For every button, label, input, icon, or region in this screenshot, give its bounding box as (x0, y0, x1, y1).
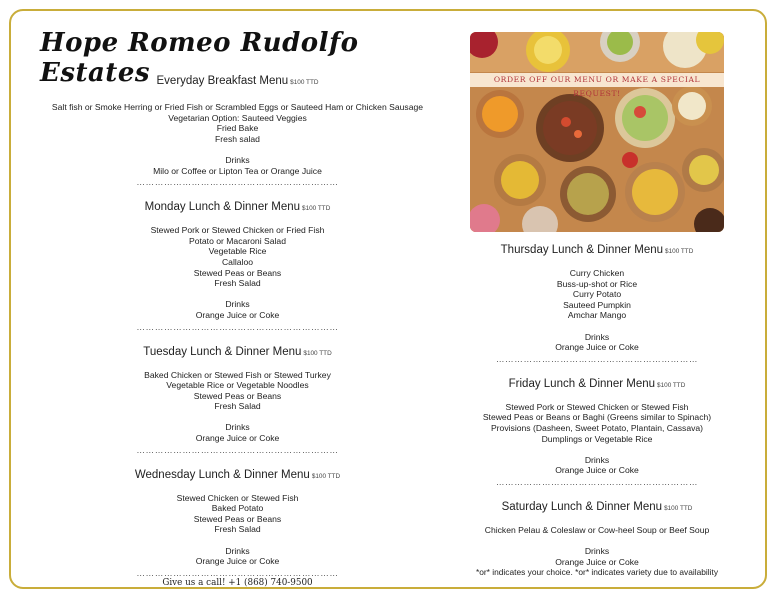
menu-item: Potato or Macaroni Salad (189, 235, 286, 246)
dotted-divider: ………………………………………………………… (495, 353, 699, 364)
spacer (452, 536, 742, 547)
section-title (452, 377, 742, 393)
section-title (40, 345, 435, 361)
menu-item: Stewed Peas or Beans (193, 390, 282, 401)
price-tag: $100 TTD (290, 79, 319, 86)
menu-item: Vegetarian Option: Sauteed Veggies (168, 112, 307, 123)
price-tag: $100 TTD (303, 349, 332, 357)
section-title (40, 468, 435, 484)
drinks-options: Orange Juice or Coke (195, 309, 280, 320)
menu-item: Vegetable Rice (208, 246, 267, 257)
page-title: Hope Romeo Rudolfo Estates (40, 28, 359, 88)
price-tag: $100 TTD (311, 472, 341, 480)
dotted-divider: ………………………………………………………… (495, 476, 699, 487)
right-column (452, 243, 742, 578)
dotted-divider: ………………………………………………………… (136, 321, 339, 332)
menu-item: Stewed Peas or Beans (193, 267, 282, 278)
drinks-options: Orange Juice or Coke (195, 433, 280, 444)
dotted-divider: ………………………………………………………… (136, 177, 339, 188)
photo-banner: ORDER OFF OUR MENU OR MAKE A SPECIAL REQUEST! (470, 73, 724, 87)
spacer (40, 289, 435, 300)
dotted-divider: ………………………………………………………… (136, 567, 339, 578)
section-title (40, 74, 435, 90)
menu-item: Fresh salad (215, 133, 260, 144)
drinks-label: Drinks (584, 454, 610, 465)
menu-item: Stewed Pork or Stewed Chicken or Fried Fish (150, 225, 325, 236)
menu-section (452, 243, 742, 364)
menu-item: Chicken Pelau & Coleslaw or Cow-heel Soup or Beef Soup (484, 524, 710, 535)
section-title-text: Wednesday Lunch & Dinner Menu (134, 468, 310, 481)
drinks-options: Orange Juice or Coke (195, 556, 280, 567)
menu-item: Dumplings or Vegetable Rice (541, 433, 653, 444)
menu-item: Amchar Mango (567, 310, 627, 321)
menu-item: Stewed Peas or Beans or Baghi (Greens similar to Spinach) (482, 412, 712, 423)
price-tag: $100 TTD (665, 248, 694, 255)
section-title (452, 243, 742, 259)
menu-section (40, 200, 435, 331)
menu-item: Fresh Salad (214, 524, 261, 535)
menu-item: Fried Bake (216, 123, 259, 134)
price-tag: $100 TTD (657, 381, 686, 389)
drinks-options: Orange Juice or Coke (555, 465, 639, 476)
menu-item: Fresh Salad (214, 278, 261, 289)
section-title-text: Everyday Breakfast Menu (156, 75, 289, 87)
menu-item: Callaloo (221, 256, 254, 267)
menu-item: Curry Chicken (569, 268, 625, 278)
food-photo-image (470, 32, 724, 232)
section-title-text: Friday Lunch & Dinner Menu (508, 377, 656, 390)
menu-item: Baked Chicken or Stewed Fish or Stewed Turkey (144, 369, 331, 380)
spacer (40, 144, 435, 155)
drinks-label: Drinks (225, 545, 250, 556)
menu-item: Sauteed Pumpkin (563, 299, 631, 310)
dotted-divider: ………………………………………………………… (136, 444, 339, 455)
section-title-text: Monday Lunch & Dinner Menu (144, 201, 301, 214)
menu-item: Buss-up-shot or Rice (556, 278, 638, 289)
left-column (40, 74, 435, 588)
drinks-label: Drinks (584, 331, 610, 342)
menu-section (40, 468, 435, 589)
price-tag: $100 TTD (302, 205, 331, 213)
drinks-options: Milo or Coffee or Lipton Tea or Orange Juice (153, 165, 322, 176)
menu-section (40, 74, 435, 187)
price-tag: $100 TTD (664, 504, 693, 512)
section-title-text: Saturday Lunch & Dinner Menu (501, 500, 663, 513)
menu-section (452, 500, 742, 578)
food-photo (470, 32, 724, 232)
menu-section (40, 345, 435, 455)
menu-section (452, 377, 742, 487)
menu-item: Baked Potato (211, 503, 264, 514)
menu-item: Stewed Peas or Beans (193, 513, 282, 524)
section-title (452, 500, 742, 516)
drinks-label: Drinks (225, 299, 250, 310)
contact-note: Give us a call! +1 (868) 740-9500 (162, 577, 313, 588)
spacer (452, 444, 742, 455)
drinks-label: Drinks (584, 546, 610, 557)
menu-item: Curry Potato (572, 289, 622, 300)
menu-item: Salt fish or Smoke Herring or Fried Fish or Scrambled Eggs or Sauteed Ham or Chicken Sausage (51, 102, 424, 112)
menu-item: Vegetable Rice or Vegetable Noodles (166, 380, 309, 391)
availability-note: *or* indicates your choice. *or* indicates variety due to availability (475, 567, 719, 578)
menu-item: Fresh Salad (214, 401, 261, 412)
spacer (452, 321, 742, 332)
section-title-text: Tuesday Lunch & Dinner Menu (143, 345, 302, 358)
spacer (40, 412, 435, 423)
section-title-text: Thursday Lunch & Dinner Menu (500, 244, 664, 256)
drinks-label: Drinks (225, 422, 250, 433)
spacer (40, 535, 435, 546)
menu-item: Provisions (Dasheen, Sweet Potato, Plantain, Cassava) (490, 422, 704, 433)
drinks-options: Orange Juice or Coke (555, 342, 639, 353)
drinks-options: Orange Juice or Coke (555, 556, 639, 567)
menu-item: Stewed Pork or Stewed Chicken or Stewed Fish (505, 401, 689, 412)
menu-item: Stewed Chicken or Stewed Fish (176, 492, 299, 503)
drinks-label: Drinks (225, 154, 250, 165)
section-title (40, 200, 435, 216)
